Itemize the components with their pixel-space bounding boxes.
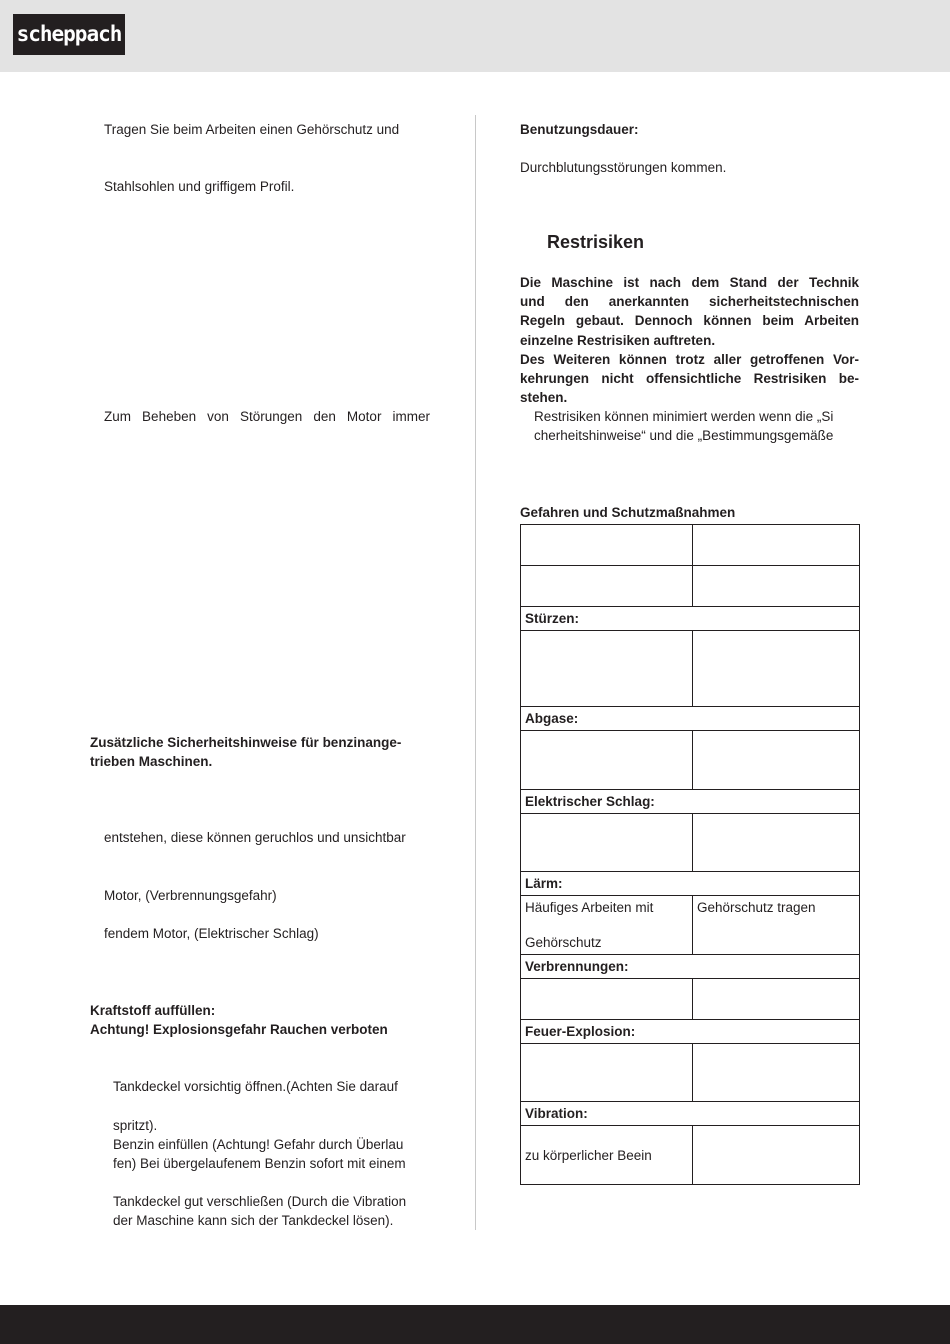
text-entstehen: entstehen, diese können geruchlos und unsichtbar — [104, 830, 406, 845]
table-cell — [693, 979, 860, 1020]
table-row — [521, 872, 860, 896]
table-row — [521, 790, 860, 814]
table-row — [521, 1044, 860, 1102]
text-motor: Motor, (Verbrennungsgefahr) — [104, 888, 277, 903]
restrisiken-paragraph-2 — [520, 350, 859, 408]
text-stoerungen-beheben: Zum Beheben von Störungen den Motor immer — [104, 409, 430, 424]
paragraph-line: Des Weiteren können trotz aller getroffenen Vor- — [520, 352, 859, 367]
table-row — [521, 525, 860, 566]
section-title-zusatz-line1: Zusätzliche Sicherheitshinweise für benzinange- — [90, 735, 402, 750]
text-benzin-line1: Benzin einfüllen (Achtung! Gefahr durch Überlau — [113, 1137, 404, 1152]
table-cell — [521, 631, 693, 707]
paragraph-line: und den anerkannten sicherheitstechnischen — [520, 294, 859, 310]
category-abgase: Abgase: — [521, 707, 860, 731]
category-verbrennungen: Verbrennungen: — [521, 955, 860, 979]
table-row — [521, 1126, 860, 1185]
paragraph-line: kehrungen nicht offensichtliche Restrisiken be- — [520, 371, 859, 387]
text-laufend: fendem Motor, (Elektrischer Schlag) — [104, 926, 319, 941]
scheppach-logo: scheppach — [13, 14, 125, 55]
table-cell — [521, 814, 693, 872]
laerm-risk-line2: Gehörschutz — [525, 935, 602, 950]
restrisiken-minimiert-line2: cherheitshinweise“ und die „Bestimmungsgemäße — [534, 428, 834, 443]
laerm-measure-cell: Gehörschutz tragen — [693, 896, 860, 955]
benutzungsdauer-title: Benutzungsdauer: — [520, 122, 639, 137]
table-cell — [521, 1044, 693, 1102]
table-cell — [693, 525, 860, 566]
restrisiken-paragraph-1 — [520, 273, 859, 350]
category-stuerzen: Stürzen: — [521, 607, 860, 631]
category-feuer-explosion: Feuer-Explosion: — [521, 1020, 860, 1044]
text-gehoerschutz: Tragen Sie beim Arbeiten einen Gehörschutz und — [104, 122, 400, 137]
table-cell — [521, 525, 693, 566]
table-row — [521, 607, 860, 631]
table-cell — [693, 631, 860, 707]
table-row — [521, 896, 860, 955]
laerm-risk-cell — [521, 896, 693, 955]
paragraph-line: Regeln gebaut. Dennoch können beim Arbeiten — [520, 313, 859, 329]
text-spritzt: spritzt). — [113, 1118, 158, 1133]
table-row — [521, 731, 860, 790]
table-cell — [693, 731, 860, 790]
table-row — [521, 566, 860, 607]
paragraph-line: Die Maschine ist nach dem Stand der Technik — [520, 275, 859, 290]
category-vibration: Vibration: — [521, 1102, 860, 1126]
table-title: Gefahren und Schutzmaßnahmen — [520, 505, 736, 520]
kraftstoff-title: Kraftstoff auffüllen: — [90, 1003, 216, 1018]
text-stahlsohlen: Stahlsohlen und griffigem Profil. — [104, 179, 295, 194]
restrisiken-heading: Restrisiken — [547, 232, 645, 252]
table-cell — [693, 1126, 860, 1185]
paragraph-line: stehen. — [520, 390, 568, 406]
text-tankdeckel-oeffnen: Tankdeckel vorsichtig öffnen.(Achten Sie darauf — [113, 1079, 398, 1094]
table-cell — [521, 979, 693, 1020]
table-cell — [693, 566, 860, 607]
hazards-table — [520, 524, 860, 1185]
text-benzin-line2: fen) Bei übergelaufenem Benzin sofort mit einem — [113, 1156, 406, 1171]
table-row — [521, 814, 860, 872]
page-footer — [0, 1305, 950, 1344]
kraftstoff-warning: Achtung! Explosionsgefahr Rauchen verboten — [90, 1022, 388, 1037]
text-verschliessen-line1: Tankdeckel gut verschließen (Durch die Vibration — [113, 1194, 407, 1209]
category-elektrischer-schlag: Elektrischer Schlag: — [521, 790, 860, 814]
table-cell — [521, 566, 693, 607]
table-row — [521, 955, 860, 979]
category-laerm: Lärm: — [521, 872, 860, 896]
restrisiken-minimiert-line1: Restrisiken können minimiert werden wenn die „Si — [534, 409, 834, 424]
table-cell — [693, 1044, 860, 1102]
table-cell — [521, 731, 693, 790]
laerm-risk-line1: Häufiges Arbeiten mit — [525, 900, 654, 915]
table-row — [521, 707, 860, 731]
table-row — [521, 1020, 860, 1044]
column-divider — [475, 115, 476, 1230]
table-row — [521, 979, 860, 1020]
text-durchblutung: Durchblutungsstörungen kommen. — [520, 160, 727, 175]
table-cell — [693, 814, 860, 872]
paragraph-line: einzelne Restrisiken auftreten. — [520, 332, 716, 348]
vibration-risk-cell: zu körperlicher Beein — [521, 1126, 693, 1185]
text-verschliessen-line2: der Maschine kann sich der Tankdeckel lösen). — [113, 1213, 394, 1228]
page-header — [0, 0, 950, 72]
section-title-zusatz-line2: trieben Maschinen. — [90, 754, 213, 769]
table-row — [521, 1102, 860, 1126]
table-row — [521, 631, 860, 707]
